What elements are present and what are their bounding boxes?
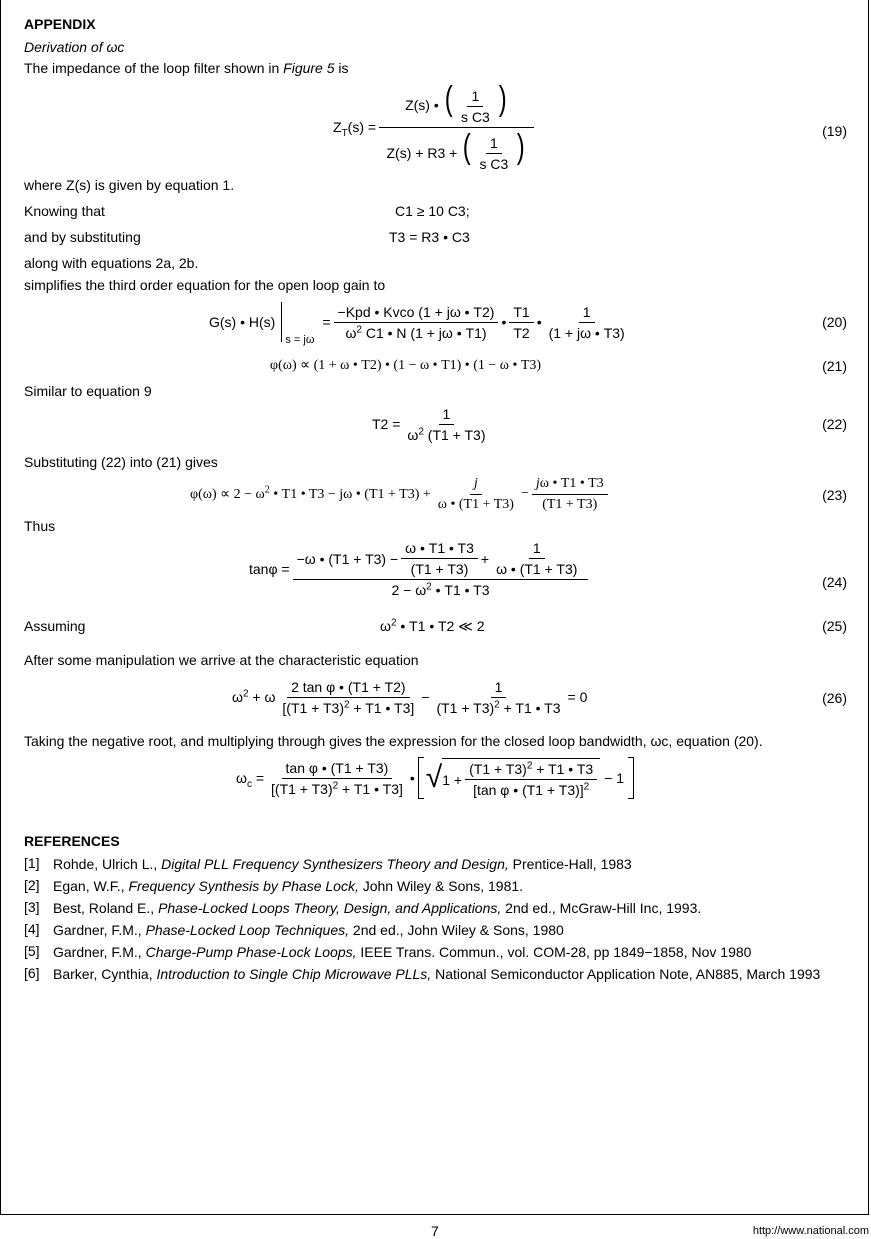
equation-25: $\omega^2$ • T1 • T2 ≪ 2: [380, 617, 485, 634]
equation-19: [333, 79, 537, 173]
intro-post: is: [334, 60, 349, 76]
reference-title: Frequency Synthesis by Phase Lock,: [128, 878, 359, 894]
reference-title: Charge-Pump Phase-Lock Loops,: [145, 944, 357, 960]
eq19-fraction: Z(s) • ( $\frac{1}{\text{s C3}}$ ) Z(s) + R3 + ( $\frac{1}{\text{s C3}}$ ): [379, 82, 534, 173]
sqrt-expression: √ 1 + $\frac{(T1 + T3)^2 + T1 • T3}{[\tan \varphi • (T1 + T3)]^2}$: [426, 758, 600, 798]
eq20-fraction-2: $\frac{T1}{T2}$: [509, 304, 533, 341]
eqc-minus-one: − 1: [604, 770, 625, 786]
intro-pre: The impedance of the loop filter shown in: [24, 60, 284, 76]
eq23-number: (23): [822, 487, 847, 503]
eq26-number: (26): [822, 690, 847, 706]
simplifies-text: simplifies the third order equation for the open loop gain to: [24, 277, 386, 293]
figure-ref: Figure 5: [283, 60, 335, 76]
substituting-22-text: Substituting (22) into (21) gives: [24, 454, 218, 470]
reference-title: Phase-Locked Loops Theory, Design, and Applications,: [158, 900, 502, 916]
similar-text: Similar to equation 9: [24, 383, 152, 399]
reference-title: Introduction to Single Chip Microwave PLLs,: [156, 966, 432, 982]
eq22-number: (22): [822, 416, 847, 432]
reference-title: Phase-Locked Loop Techniques,: [145, 922, 350, 938]
knowing-text: Knowing that: [24, 203, 105, 219]
reference-text: Barker, Cynthia, Introduction to Single Chip Microwave PLLs, National Semiconductor Application Note, AN885, March 1993: [53, 966, 821, 982]
eq23-lhs: $\varphi(\omega) \propto 2 - \omega^2$ • T1 • T3 − jω • (T1 + T3) +: [190, 483, 431, 502]
reference-text: Egan, W.F., Frequency Synthesis by Phase Lock, John Wiley & Sons, 1981.: [53, 878, 524, 894]
eq26-lhs: $\omega^2 + \omega$: [232, 688, 276, 705]
reference-title: Digital PLL Frequency Synthesizers Theory and Design,: [161, 856, 509, 872]
eq20-eval-point: s = jω: [285, 334, 315, 346]
equation-omega-c: $\omega_c$ = $\frac{\text{tan φ • (T1 + T3)}}{[(T1 + T3)^2 + T1 • T3]}$ • √ 1 + $\frac{(T1 + T3)^2 + T1 • T3}{[\tan \varphi • (T1 + T3)]^2}$ − 1: [236, 753, 634, 803]
reference-text: Best, Roland E., Phase-Locked Loops Theory, Design, and Applications, 2nd ed., McGraw-Hill Inc, 1993.: [53, 900, 702, 916]
eq19-number: (19): [822, 123, 847, 139]
footer-url[interactable]: http://www.national.com: [752, 1225, 869, 1237]
reference-text: Gardner, F.M., Charge-Pump Phase-Lock Loops, IEEE Trans. Commun., vol. COM-28, pp 1849−1858, Nov 1980: [53, 944, 752, 960]
eq23-fraction-2: $\frac{j\omega • T1 • T3}{(T1 + T3)}$: [532, 476, 608, 513]
equation-26: $\omega^2 + \omega$ $\frac{\text{2 tan φ • (T1 + T2)}}{[(T1 + T3)^2 + T1 • T3]}$ − $\frac{1}{(T1 + T3)^2 + T1 • T3}$ = 0: [232, 678, 588, 716]
manipulation-text: After some manipulation we arrive at the characteristic equation: [24, 652, 419, 668]
eq20-evaluation-bar: [281, 302, 322, 346]
eq24-number: (24): [822, 574, 847, 590]
reference-number: [2]: [24, 877, 40, 893]
eq26-fraction-2: $\frac{1}{(T1 + T3)^2 + T1 • T3}$: [436, 678, 561, 716]
eq23-fraction-1: $\frac{j}{\omega • (T1 + T3)}$: [437, 475, 514, 512]
eq26-rhs: = 0: [567, 689, 588, 705]
reference-number: [6]: [24, 965, 40, 981]
eqc-lhs: $\omega_c$ =: [236, 770, 265, 790]
eq24-fraction: −ω • (T1 + T3) − $\frac{\omega • T1 • T3}{(T1 + T3)}$ + $\frac{1}{\omega • (T1 + T3)}$ $2 - \omega^2$ • T1 • T3: [293, 540, 589, 598]
right-bracket: [628, 757, 634, 799]
eq20-lhs: G(s) • H(s): [209, 314, 276, 330]
equation-23: $\varphi(\omega) \propto 2 - \omega^2$ • T1 • T3 − jω • (T1 + T3) + $\frac{j}{\omega • (T1 + T3)}$ − $\frac{j\omega • T1 • T3}{(T1 + T3)}$: [190, 472, 611, 516]
reference-text: Gardner, F.M., Phase-Locked Loop Techniques, 2nd ed., John Wiley & Sons, 1980: [53, 922, 564, 938]
page-number: 7: [431, 1223, 439, 1239]
thus-text: Thus: [24, 518, 56, 534]
eq21-number: (21): [822, 358, 847, 374]
equation-21: φ(ω) ∝ (1 + ω • T2) • (1 − ω • T1) • (1 − ω • T3): [270, 358, 542, 373]
knowing-expr: C1 ≥ 10 C3;: [395, 203, 470, 219]
eq22-fraction: $\frac{1}{\omega^2 (T1 + T3)}$: [407, 405, 486, 443]
eq19-lhs: $Z_T(s)$ =: [333, 119, 377, 139]
reference-number: [5]: [24, 943, 40, 959]
intro-text: [24, 60, 349, 76]
eq25-number: (25): [822, 618, 847, 634]
equation-20: G(s) • H(s) s = jω = $\frac{\text{−Kpd • Kvco (1 + jω • T2)}}{\omega^2 C1 • N (1 + j\omega • T1)}$ • $\frac{T1}{T2}$ • $\frac{1}{(1 + j\omega • T3)}$: [209, 297, 632, 347]
equation-24: [249, 536, 591, 602]
reference-number: [3]: [24, 899, 40, 915]
left-bracket: [418, 757, 424, 799]
assuming-text: Assuming: [24, 618, 86, 634]
reference-number: [4]: [24, 921, 40, 937]
substituting-text: and by substituting: [24, 229, 141, 245]
eq20-number: (20): [822, 314, 847, 330]
reference-number: [1]: [24, 855, 40, 871]
eq24-lhs: tanφ =: [249, 561, 290, 577]
taking-text: Taking the negative root, and multiplying through gives the expression for the closed loop bandwidth, ωc, equation (20).: [24, 733, 763, 749]
eqc-fraction-1: $\frac{\text{tan φ • (T1 + T3)}}{[(T1 + T3)^2 + T1 • T3]}$: [271, 759, 403, 797]
eq26-fraction-1: $\frac{\text{2 tan φ • (T1 + T2)}}{[(T1 + T3)^2 + T1 • T3]}$: [282, 678, 415, 716]
eq20-fraction-3: $\frac{1}{(1 + j\omega • T3)}$: [548, 303, 625, 341]
along-text: along with equations 2a, 2b.: [24, 255, 199, 271]
references-heading: REFERENCES: [24, 833, 120, 849]
substituting-expr: T3 = R3 • C3: [389, 229, 470, 245]
eq22-lhs: T2 =: [372, 416, 401, 432]
eq20-fraction-1: $\frac{\text{−Kpd • Kvco (1 + jω • T2)}}{\omega^2 C1 • N (1 + j\omega • T1)}$: [334, 304, 499, 341]
appendix-subtitle: Derivation of ωc: [24, 39, 125, 55]
where-text: where Z(s) is given by equation 1.: [24, 177, 235, 193]
appendix-heading: APPENDIX: [24, 16, 96, 32]
equation-22: [372, 403, 493, 445]
reference-text: Rohde, Ulrich L., Digital PLL Frequency Synthesizers Theory and Design, Prentice-Hall, 1983: [53, 856, 632, 872]
